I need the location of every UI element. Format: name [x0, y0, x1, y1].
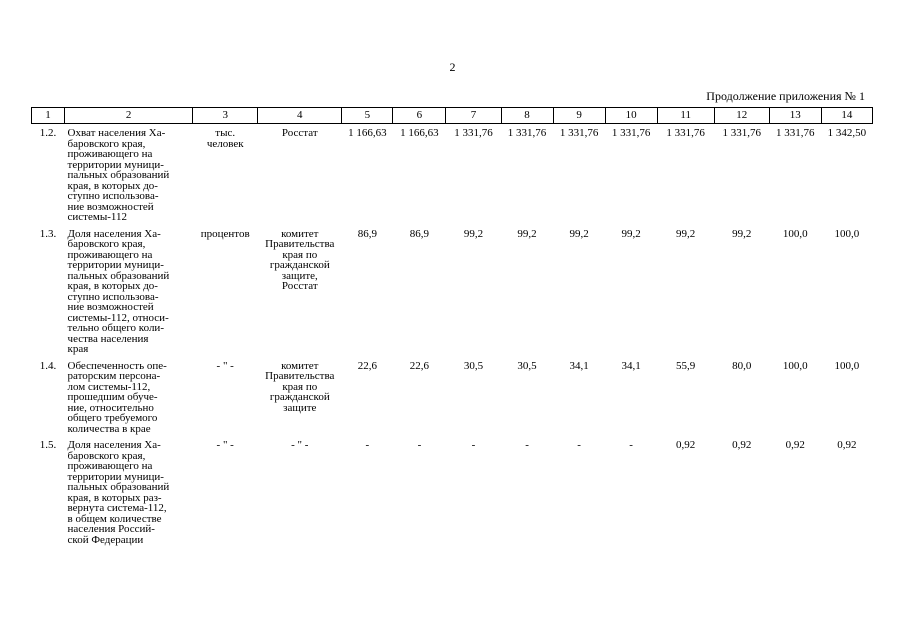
- column-header: 2: [65, 108, 193, 124]
- column-header: 6: [393, 108, 446, 124]
- value-cell: 86,9: [357, 227, 377, 240]
- value-cell: 0,92: [676, 439, 696, 451]
- unit-of-measure: тыс. человек: [206, 127, 244, 150]
- value-cell: 1 331,76: [666, 127, 705, 139]
- column-header: 13: [769, 108, 821, 124]
- column-header: 10: [605, 108, 657, 124]
- table-row: [32, 124, 873, 225]
- column-header: 1: [32, 108, 65, 124]
- column-header: 14: [821, 108, 872, 124]
- column-header: 11: [657, 108, 714, 124]
- indicators-table: [31, 107, 873, 547]
- value-cell: 1 331,76: [454, 127, 493, 139]
- data-source: - " -: [291, 439, 309, 451]
- value-cell: 1 331,76: [507, 127, 547, 139]
- value-cell: 99,2: [569, 227, 589, 240]
- data-source: комитет Правительства края по гражданской защите, Росстат: [265, 227, 335, 292]
- column-header: 7: [446, 108, 501, 124]
- value-cell: 99,2: [732, 227, 752, 240]
- indicator-description: Обеспеченность опе- раторским персона- лом системы-112, прошедшим обуче- ние, относительно общего требуемого количества в крае: [67, 359, 167, 435]
- value-cell: -: [417, 439, 422, 451]
- table-row: [32, 225, 873, 357]
- row-number: 1.4.: [39, 359, 57, 372]
- row-number: 1.2.: [39, 127, 57, 139]
- column-header: 9: [553, 108, 605, 124]
- page-number: 2: [449, 60, 456, 74]
- value-cell: 80,0: [732, 359, 752, 372]
- column-header: 4: [258, 108, 342, 124]
- value-cell: 34,1: [621, 359, 641, 372]
- indicator-description: Доля населения Ха- баровского края, проживающего на территории муници- пальных образований края, в которых раз- вернута система-112, в общем количестве населения Россий- ской Федерации: [67, 439, 170, 546]
- value-cell: 1 166,63: [348, 127, 387, 139]
- value-cell: 86,9: [409, 227, 430, 240]
- value-cell: 99,2: [621, 227, 641, 240]
- value-cell: 100,0: [834, 359, 860, 372]
- value-cell: -: [365, 439, 370, 451]
- data-source: комитет Правительства края по гражданской защите: [265, 359, 335, 414]
- value-cell: 55,9: [676, 359, 696, 372]
- value-cell: 22,6: [357, 359, 377, 372]
- row-number: 1.5.: [39, 439, 57, 451]
- value-cell: 0,92: [732, 439, 752, 451]
- value-cell: 1 331,76: [776, 127, 815, 139]
- data-source: Росстат: [281, 127, 318, 139]
- value-cell: 22,6: [409, 359, 430, 372]
- column-header: 3: [193, 108, 258, 124]
- value-cell: 30,5: [463, 359, 484, 372]
- column-header: 12: [714, 108, 769, 124]
- table-row: [32, 357, 873, 437]
- value-cell: 100,0: [782, 227, 808, 240]
- continuation-label: Продолжение приложения № 1: [706, 89, 865, 103]
- value-cell: 100,0: [782, 359, 808, 372]
- indicator-description: Охват населения Ха- баровского края, проживающего на территории муници- пальных образований края, в которых до- ступно использова- ние возможностей системы-112: [67, 127, 170, 223]
- value-cell: 1 331,76: [559, 127, 599, 139]
- value-cell: 99,2: [463, 227, 484, 240]
- unit-of-measure: - " -: [216, 439, 234, 451]
- unit-of-measure: процентов: [200, 227, 250, 240]
- value-cell: -: [629, 439, 633, 451]
- value-cell: -: [525, 439, 529, 451]
- value-cell: 30,5: [517, 359, 537, 372]
- table-body: [32, 124, 873, 548]
- value-cell: 99,2: [676, 227, 696, 240]
- value-cell: -: [577, 439, 581, 451]
- value-cell: 100,0: [834, 227, 860, 240]
- value-cell: 0,92: [785, 439, 805, 451]
- header-row: [32, 108, 873, 124]
- unit-of-measure: - " -: [216, 359, 234, 372]
- value-cell: 1 331,76: [611, 127, 651, 139]
- value-cell: 1 331,76: [722, 127, 761, 139]
- column-header: 8: [501, 108, 553, 124]
- value-cell: 1 166,63: [400, 127, 439, 139]
- table-row: [32, 436, 873, 547]
- row-number: 1.3.: [39, 227, 57, 240]
- value-cell: 99,2: [517, 227, 537, 240]
- value-cell: 1 342,50: [827, 127, 867, 139]
- value-cell: 0,92: [837, 439, 857, 451]
- value-cell: 34,1: [569, 359, 589, 372]
- indicator-description: Доля населения Ха- баровского края, проживающего на территории муници- пальных образований края, в которых до- ступно использова- ние возможностей системы-112, относи- тельно общего коли- чества населения края: [67, 227, 170, 355]
- column-header: 5: [342, 108, 393, 124]
- value-cell: -: [471, 439, 476, 451]
